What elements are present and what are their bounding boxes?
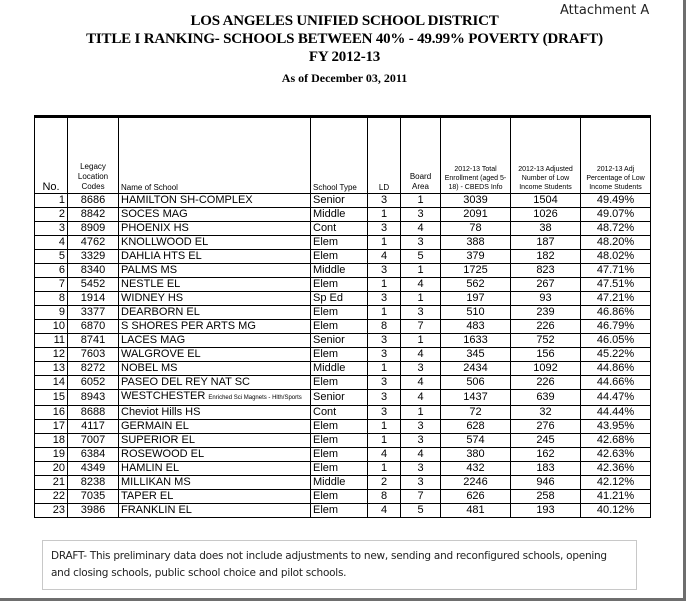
school-type-cell: Middle: [311, 362, 368, 376]
district-title: LOS ANGELES UNIFIED SCHOOL DISTRICT: [190, 13, 499, 29]
col-header-adjusted-low-income: 2012-13 Adjusted Number of Low Income Students: [511, 117, 581, 194]
pct-low-income-cell: 45.22%: [581, 348, 651, 362]
row-number-cell: 14: [35, 376, 68, 390]
school-name-cell: [119, 390, 311, 406]
adjusted-low-income-cell: 946: [511, 476, 581, 490]
pct-low-income-cell: 41.21%: [581, 490, 651, 504]
legacy-code-cell: 4762: [68, 236, 119, 250]
total-enrollment-cell: 78: [441, 222, 511, 236]
table-row: [35, 504, 651, 518]
total-enrollment-cell: 3039: [441, 194, 511, 208]
total-enrollment-cell: 506: [441, 376, 511, 390]
school-type-cell: Elem: [311, 490, 368, 504]
school-type-cell: Elem: [311, 236, 368, 250]
legacy-code-cell: 4117: [68, 420, 119, 434]
row-number-cell: 4: [35, 236, 68, 250]
school-name-cell: GERMAIN EL: [119, 420, 311, 434]
school-name-cell: ROSEWOOD EL: [119, 448, 311, 462]
board-area-cell: 1: [401, 194, 441, 208]
table-row: [35, 194, 651, 208]
legacy-code-cell: 8688: [68, 406, 119, 420]
total-enrollment-cell: 197: [441, 292, 511, 306]
total-enrollment-cell: 380: [441, 448, 511, 462]
adjusted-low-income-cell: 187: [511, 236, 581, 250]
total-enrollment-cell: 510: [441, 306, 511, 320]
row-number-cell: 23: [35, 504, 68, 518]
fiscal-year: FY 2012-13: [308, 49, 381, 65]
local-district-cell: 1: [368, 236, 401, 250]
adjusted-low-income-cell: 162: [511, 448, 581, 462]
board-area-cell: 3: [401, 434, 441, 448]
local-district-cell: 3: [368, 376, 401, 390]
local-district-cell: 2: [368, 476, 401, 490]
page-shadow-right: [683, 0, 686, 600]
school-type-cell: Middle: [311, 476, 368, 490]
local-district-cell: 1: [368, 420, 401, 434]
school-name-cell: HAMILTON SH-COMPLEX: [119, 194, 311, 208]
col-header-pct-low-income: 2012-13 Adj Percentage of Low Income Students: [581, 117, 651, 194]
adjusted-low-income-cell: 93: [511, 292, 581, 306]
legacy-code-cell: 8238: [68, 476, 119, 490]
col-header-legacy-codes: Legacy Location Codes: [68, 117, 119, 194]
row-number-cell: 22: [35, 490, 68, 504]
pct-low-income-cell: 46.86%: [581, 306, 651, 320]
local-district-cell: 3: [368, 390, 401, 406]
school-name-cell: NESTLE EL: [119, 278, 311, 292]
legacy-code-cell: 8909: [68, 222, 119, 236]
local-district-cell: 1: [368, 434, 401, 448]
board-area-cell: 4: [401, 278, 441, 292]
school-type-cell: Elem: [311, 348, 368, 362]
school-name-cell: PALMS MS: [119, 264, 311, 278]
page-shadow-bottom: [0, 598, 686, 601]
legacy-code-cell: 8842: [68, 208, 119, 222]
adjusted-low-income-cell: 193: [511, 504, 581, 518]
legacy-code-cell: 6384: [68, 448, 119, 462]
pct-low-income-cell: 46.79%: [581, 320, 651, 334]
school-name-cell: DAHLIA HTS EL: [119, 250, 311, 264]
board-area-cell: 7: [401, 320, 441, 334]
board-area-cell: 4: [401, 222, 441, 236]
legacy-code-cell: 7035: [68, 490, 119, 504]
school-name-note: Enriched Sci Magnets - Hlth/Sports: [208, 395, 302, 401]
adjusted-low-income-cell: 38: [511, 222, 581, 236]
legacy-code-cell: 6052: [68, 376, 119, 390]
pct-low-income-cell: 44.47%: [581, 390, 651, 406]
adjusted-low-income-cell: 226: [511, 320, 581, 334]
ranking-title: TITLE I RANKING- SCHOOLS BETWEEN 40% - 49.99% POVERTY (DRAFT): [86, 31, 603, 47]
row-number-cell: 9: [35, 306, 68, 320]
board-area-cell: 4: [401, 448, 441, 462]
legacy-code-cell: 3377: [68, 306, 119, 320]
table-row: [35, 376, 651, 390]
col-header-school-name: Name of School: [119, 117, 311, 194]
local-district-cell: 3: [368, 348, 401, 362]
board-area-cell: 5: [401, 504, 441, 518]
pct-low-income-cell: 47.51%: [581, 278, 651, 292]
local-district-cell: 4: [368, 448, 401, 462]
legacy-code-cell: 3329: [68, 250, 119, 264]
table-row: [35, 292, 651, 306]
total-enrollment-cell: 72: [441, 406, 511, 420]
row-number-cell: 8: [35, 292, 68, 306]
pct-low-income-cell: 48.72%: [581, 222, 651, 236]
board-area-cell: 1: [401, 264, 441, 278]
table-row: [35, 306, 651, 320]
school-type-cell: Sp Ed: [311, 292, 368, 306]
local-district-cell: 8: [368, 320, 401, 334]
pct-low-income-cell: 43.95%: [581, 420, 651, 434]
local-district-cell: 3: [368, 264, 401, 278]
board-area-cell: 3: [401, 236, 441, 250]
total-enrollment-cell: 345: [441, 348, 511, 362]
col-header-ld: LD: [368, 117, 401, 194]
table-row: [35, 348, 651, 362]
legacy-code-cell: 5452: [68, 278, 119, 292]
local-district-cell: 4: [368, 250, 401, 264]
col-header-school-type: School Type: [311, 117, 368, 194]
local-district-cell: 3: [368, 222, 401, 236]
table-row: [35, 250, 651, 264]
total-enrollment-cell: 2091: [441, 208, 511, 222]
local-district-cell: 3: [368, 194, 401, 208]
row-number-cell: 1: [35, 194, 68, 208]
legacy-code-cell: 7007: [68, 434, 119, 448]
pct-low-income-cell: 44.44%: [581, 406, 651, 420]
school-name-cell: SOCES MAG: [119, 208, 311, 222]
row-number-cell: 3: [35, 222, 68, 236]
school-type-cell: Elem: [311, 320, 368, 334]
school-type-cell: Senior: [311, 334, 368, 348]
board-area-cell: 1: [401, 406, 441, 420]
total-enrollment-cell: 1633: [441, 334, 511, 348]
local-district-cell: 8: [368, 490, 401, 504]
table-row: [35, 208, 651, 222]
pct-low-income-cell: 47.71%: [581, 264, 651, 278]
pct-low-income-cell: 44.86%: [581, 362, 651, 376]
school-type-cell: Elem: [311, 306, 368, 320]
local-district-cell: 4: [368, 504, 401, 518]
total-enrollment-cell: 2246: [441, 476, 511, 490]
adjusted-low-income-cell: 239: [511, 306, 581, 320]
school-name-cell: LACES MAG: [119, 334, 311, 348]
board-area-cell: 3: [401, 420, 441, 434]
pct-low-income-cell: 42.63%: [581, 448, 651, 462]
local-district-cell: 1: [368, 362, 401, 376]
table-row: [35, 476, 651, 490]
total-enrollment-cell: 626: [441, 490, 511, 504]
board-area-cell: 1: [401, 334, 441, 348]
pct-low-income-cell: 47.21%: [581, 292, 651, 306]
school-type-cell: Elem: [311, 462, 368, 476]
board-area-cell: 3: [401, 362, 441, 376]
adjusted-low-income-cell: 1026: [511, 208, 581, 222]
school-name-cell: S SHORES PER ARTS MG: [119, 320, 311, 334]
school-name-cell: MILLIKAN MS: [119, 476, 311, 490]
board-area-cell: 3: [401, 476, 441, 490]
legacy-code-cell: 1914: [68, 292, 119, 306]
board-area-cell: 4: [401, 376, 441, 390]
board-area-cell: 1: [401, 292, 441, 306]
board-area-cell: 7: [401, 490, 441, 504]
school-type-cell: Senior: [311, 194, 368, 208]
row-number-cell: 11: [35, 334, 68, 348]
adjusted-low-income-cell: 752: [511, 334, 581, 348]
table-row: [35, 406, 651, 420]
school-type-cell: Cont: [311, 406, 368, 420]
school-name-cell: WIDNEY HS: [119, 292, 311, 306]
attachment-label: Attachment A: [560, 3, 650, 18]
adjusted-low-income-cell: 267: [511, 278, 581, 292]
adjusted-low-income-cell: 183: [511, 462, 581, 476]
table-row: [35, 462, 651, 476]
board-area-cell: 3: [401, 306, 441, 320]
pct-low-income-cell: 49.07%: [581, 208, 651, 222]
total-enrollment-cell: 1437: [441, 390, 511, 406]
school-name-cell: TAPER EL: [119, 490, 311, 504]
school-name-cell: PHOENIX HS: [119, 222, 311, 236]
legacy-code-cell: 8272: [68, 362, 119, 376]
row-number-cell: 19: [35, 448, 68, 462]
school-type-cell: Elem: [311, 448, 368, 462]
row-number-cell: 20: [35, 462, 68, 476]
legacy-code-cell: 8943: [68, 390, 119, 406]
table-row: [35, 320, 651, 334]
school-name-cell: WALGROVE EL: [119, 348, 311, 362]
board-area-cell: 3: [401, 462, 441, 476]
school-name-cell: Cheviot Hills HS: [119, 406, 311, 420]
pct-low-income-cell: 40.12%: [581, 504, 651, 518]
school-type-cell: Middle: [311, 264, 368, 278]
local-district-cell: 3: [368, 292, 401, 306]
table-row: [35, 264, 651, 278]
legacy-code-cell: 8741: [68, 334, 119, 348]
ranking-table: [34, 115, 651, 518]
adjusted-low-income-cell: 156: [511, 348, 581, 362]
adjusted-low-income-cell: 639: [511, 390, 581, 406]
pct-low-income-cell: 48.02%: [581, 250, 651, 264]
row-number-cell: 2: [35, 208, 68, 222]
legacy-code-cell: 3986: [68, 504, 119, 518]
total-enrollment-cell: 562: [441, 278, 511, 292]
row-number-cell: 6: [35, 264, 68, 278]
board-area-cell: 4: [401, 348, 441, 362]
legacy-code-cell: 8686: [68, 194, 119, 208]
total-enrollment-cell: 1725: [441, 264, 511, 278]
legacy-code-cell: 6870: [68, 320, 119, 334]
pct-low-income-cell: 42.68%: [581, 434, 651, 448]
adjusted-low-income-cell: 1504: [511, 194, 581, 208]
total-enrollment-cell: 483: [441, 320, 511, 334]
col-header-enrollment: 2012-13 Total Enrollment (aged 5-18) - CBEDS Info: [441, 117, 511, 194]
pct-low-income-cell: 42.36%: [581, 462, 651, 476]
adjusted-low-income-cell: 258: [511, 490, 581, 504]
adjusted-low-income-cell: 182: [511, 250, 581, 264]
table-row: [35, 362, 651, 376]
school-type-cell: Elem: [311, 420, 368, 434]
board-area-cell: 4: [401, 390, 441, 406]
row-number-cell: 13: [35, 362, 68, 376]
adjusted-low-income-cell: 1092: [511, 362, 581, 376]
col-header-board-area: Board Area: [401, 117, 441, 194]
local-district-cell: 1: [368, 278, 401, 292]
row-number-cell: 21: [35, 476, 68, 490]
school-type-cell: Elem: [311, 250, 368, 264]
draft-disclaimer: DRAFT- This preliminary data does not include adjustments to new, sending and reconfigured schools, opening and closing schools, public school choice and pilot schools.: [42, 540, 637, 590]
table-row: [35, 434, 651, 448]
table-row: [35, 390, 651, 406]
table-row: [35, 334, 651, 348]
row-number-cell: 10: [35, 320, 68, 334]
school-type-cell: Elem: [311, 278, 368, 292]
adjusted-low-income-cell: 245: [511, 434, 581, 448]
school-name-cell: DEARBORN EL: [119, 306, 311, 320]
total-enrollment-cell: 628: [441, 420, 511, 434]
table-header-row: [35, 117, 651, 194]
school-type-cell: Middle: [311, 208, 368, 222]
table-row: [35, 222, 651, 236]
local-district-cell: 1: [368, 306, 401, 320]
school-name-cell: PASEO DEL REY NAT SC: [119, 376, 311, 390]
table-row: [35, 278, 651, 292]
total-enrollment-cell: 379: [441, 250, 511, 264]
local-district-cell: 3: [368, 406, 401, 420]
school-name-cell: SUPERIOR EL: [119, 434, 311, 448]
board-area-cell: 5: [401, 250, 441, 264]
total-enrollment-cell: 2434: [441, 362, 511, 376]
pct-low-income-cell: 42.12%: [581, 476, 651, 490]
row-number-cell: 15: [35, 390, 68, 406]
row-number-cell: 18: [35, 434, 68, 448]
total-enrollment-cell: 574: [441, 434, 511, 448]
document-header: [0, 12, 689, 86]
adjusted-low-income-cell: 276: [511, 420, 581, 434]
adjusted-low-income-cell: 823: [511, 264, 581, 278]
table-row: [35, 420, 651, 434]
local-district-cell: 1: [368, 462, 401, 476]
adjusted-low-income-cell: 32: [511, 406, 581, 420]
row-number-cell: 17: [35, 420, 68, 434]
as-of-date: As of December 03, 2011: [281, 71, 408, 85]
pct-low-income-cell: 44.66%: [581, 376, 651, 390]
col-header-no: No.: [35, 117, 68, 194]
school-name-cell: FRANKLIN EL: [119, 504, 311, 518]
total-enrollment-cell: 432: [441, 462, 511, 476]
table-row: [35, 490, 651, 504]
school-type-cell: Senior: [311, 390, 368, 406]
school-name-cell: NOBEL MS: [119, 362, 311, 376]
row-number-cell: 12: [35, 348, 68, 362]
table-row: [35, 236, 651, 250]
row-number-cell: 7: [35, 278, 68, 292]
school-name-cell: KNOLLWOOD EL: [119, 236, 311, 250]
board-area-cell: 3: [401, 208, 441, 222]
school-name-text: WESTCHESTER: [121, 390, 206, 402]
legacy-code-cell: 4349: [68, 462, 119, 476]
row-number-cell: 5: [35, 250, 68, 264]
school-name-cell: HAMLIN EL: [119, 462, 311, 476]
row-number-cell: 16: [35, 406, 68, 420]
school-type-cell: Elem: [311, 434, 368, 448]
total-enrollment-cell: 388: [441, 236, 511, 250]
local-district-cell: 3: [368, 334, 401, 348]
school-type-cell: Elem: [311, 376, 368, 390]
school-type-cell: Elem: [311, 504, 368, 518]
legacy-code-cell: 7603: [68, 348, 119, 362]
total-enrollment-cell: 481: [441, 504, 511, 518]
local-district-cell: 1: [368, 208, 401, 222]
school-type-cell: Cont: [311, 222, 368, 236]
adjusted-low-income-cell: 226: [511, 376, 581, 390]
table-row: [35, 448, 651, 462]
legacy-code-cell: 8340: [68, 264, 119, 278]
pct-low-income-cell: 48.20%: [581, 236, 651, 250]
pct-low-income-cell: 46.05%: [581, 334, 651, 348]
pct-low-income-cell: 49.49%: [581, 194, 651, 208]
